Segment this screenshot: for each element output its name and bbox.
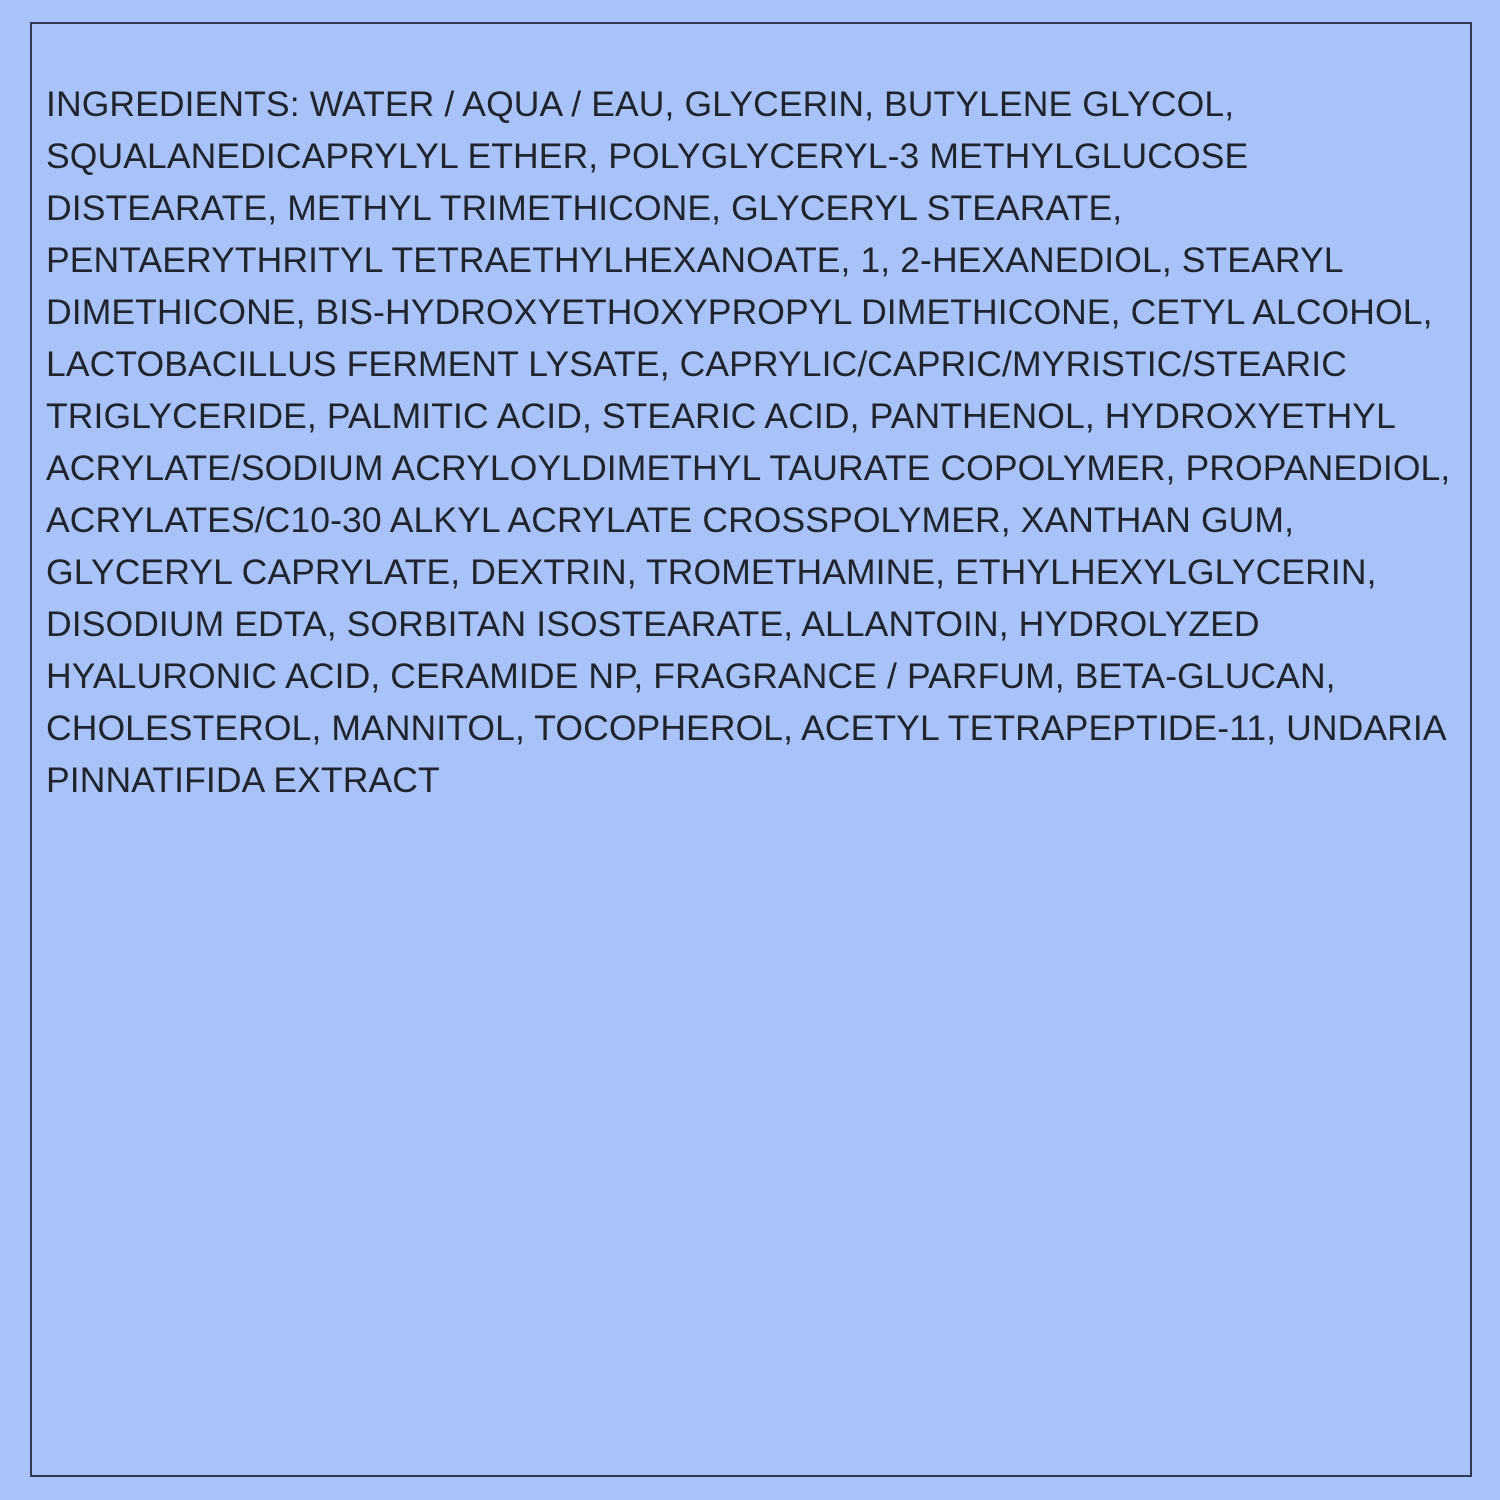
- ingredients-section: [46, 42, 1459, 841]
- ingredients-paragraph: INGREDIENTS: WATER / AQUA / EAU, GLYCERIN, BUTYLENE GLYCOL, SQUALANEDICAPRYLYL ETHER, POLYGLYCERYL-3 METHYLGLUCOSE DISTEARATE, METHYL TRIMETHICONE, GLYCERYL STEARATE, PENTAERYTHRITYL TETRAETHYLHEXANOATE, 1, 2-HEXANEDIOL, STEARYL DIMETHICONE, BIS-HYDROXYETHOXYPROPYL DIMETHICONE, CETYL ALCOHOL, LACTOBACILLUS FERMENT LYSATE, CAPRYLIC/CAPRIC/MYRISTIC/STEARIC TRIGLYCERIDE, PALMITIC ACID, STEARIC ACID, PANTHENOL, HYDROXYETHYL ACRYLATE/SODIUM ACRYLOYLDIMETHYL TAURATE COPOLYMER, PROPANEDIOL, ACRYLATES/C10-30 ALKYL ACRYLATE CROSSPOLYMER, XANTHAN GUM, GLYCERYL CAPRYLATE, DEXTRIN, TROMETHAMINE, ETHYLHEXYLGLYCERIN, DISODIUM EDTA, SORBITAN ISOSTEARATE, ALLANTOIN, HYDROLYZED HYALURONIC ACID, CERAMIDE NP, FRAGRANCE / PARFUM, BETA-GLUCAN, CHOLESTEROL, MANNITOL, TOCOPHEROL, ACETYL TETRAPEPTIDE-11, UNDARIA PINNATIFIDA EXTRACT: [46, 83, 1459, 800]
